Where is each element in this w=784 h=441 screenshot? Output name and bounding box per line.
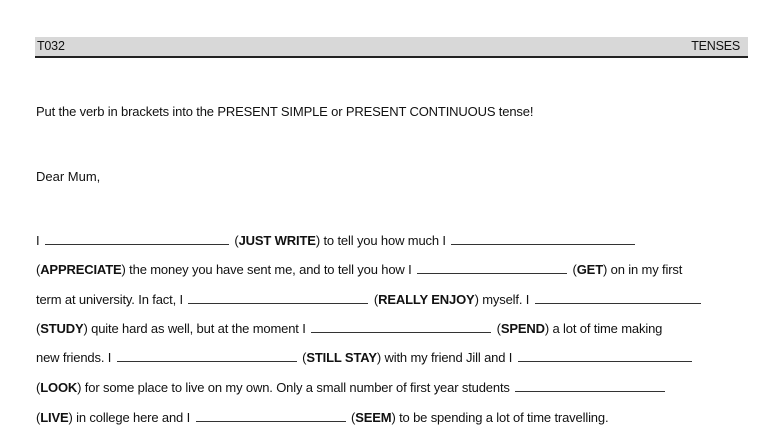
answer-blank-7[interactable] [117, 350, 297, 362]
line-text: I [36, 233, 40, 248]
verb-hint: JUST WRITE [238, 233, 316, 248]
worksheet-header [35, 37, 748, 58]
verb-hint: STILL STAY [306, 350, 377, 365]
line-text: ) to be spending a lot of time travelling. [391, 410, 609, 425]
worksheet-topic: TENSES [691, 39, 740, 53]
verb-prompt: (SEEM [351, 410, 392, 425]
verb-hint: SEEM [355, 410, 392, 425]
exercise-line-4 [36, 321, 662, 336]
answer-blank-10[interactable] [196, 410, 346, 422]
letter-greeting: Dear Mum, [36, 169, 101, 184]
verb-hint: GET [576, 262, 603, 277]
exercise-line-5 [36, 350, 694, 365]
verb-hint: SPEND [500, 321, 545, 336]
answer-blank-1[interactable] [45, 233, 229, 245]
answer-blank-8[interactable] [518, 350, 692, 362]
answer-blank-2[interactable] [451, 233, 635, 245]
exercise-line-7 [36, 410, 608, 425]
answer-blank-4[interactable] [188, 292, 368, 304]
line-text: ) a lot of time making [544, 321, 663, 336]
exercise-line-6 [36, 380, 667, 395]
verb-prompt: (SPEND [496, 321, 545, 336]
verb-hint: STUDY [40, 321, 84, 336]
verb-prompt: (STILL STAY [302, 350, 377, 365]
verb-prompt: (LOOK [36, 380, 78, 395]
line-text: ) the money you have sent me, and to tell you how I [121, 262, 412, 277]
answer-blank-9[interactable] [515, 380, 665, 392]
line-text: ) to tell you how much I [315, 233, 446, 248]
verb-prompt: (REALLY ENJOY [373, 292, 475, 307]
line-text: ) on in my first [603, 262, 683, 277]
line-text: ) myself. I [474, 292, 530, 307]
verb-prompt: (GET [572, 262, 603, 277]
answer-blank-5[interactable] [535, 292, 701, 304]
line-text: ) in college here and I [68, 410, 191, 425]
instruction-text: Put the verb in brackets into the PRESENT SIMPLE or PRESENT CONTINUOUS tense! [36, 104, 534, 119]
verb-prompt: (APPRECIATE [36, 262, 122, 277]
verb-hint: LOOK [40, 380, 78, 395]
worksheet-code: T032 [37, 39, 65, 53]
exercise-line-3 [36, 292, 703, 307]
line-text: ) quite hard as well, but at the moment I [83, 321, 306, 336]
exercise-line-2 [36, 262, 682, 277]
line-text: ) for some place to live on my own. Only a small number of first year students [77, 380, 510, 395]
answer-blank-6[interactable] [311, 321, 491, 333]
exercise-line-1 [36, 233, 637, 248]
verb-hint: REALLY ENJOY [378, 292, 475, 307]
verb-prompt: (LIVE [36, 410, 69, 425]
verb-hint: APPRECIATE [40, 262, 122, 277]
line-text: term at university. In fact, I [36, 292, 183, 307]
verb-hint: LIVE [40, 410, 69, 425]
verb-prompt: (JUST WRITE [234, 233, 316, 248]
line-text: new friends. I [36, 350, 112, 365]
verb-prompt: (STUDY [36, 321, 84, 336]
answer-blank-3[interactable] [417, 262, 567, 274]
line-text: ) with my friend Jill and I [376, 350, 513, 365]
